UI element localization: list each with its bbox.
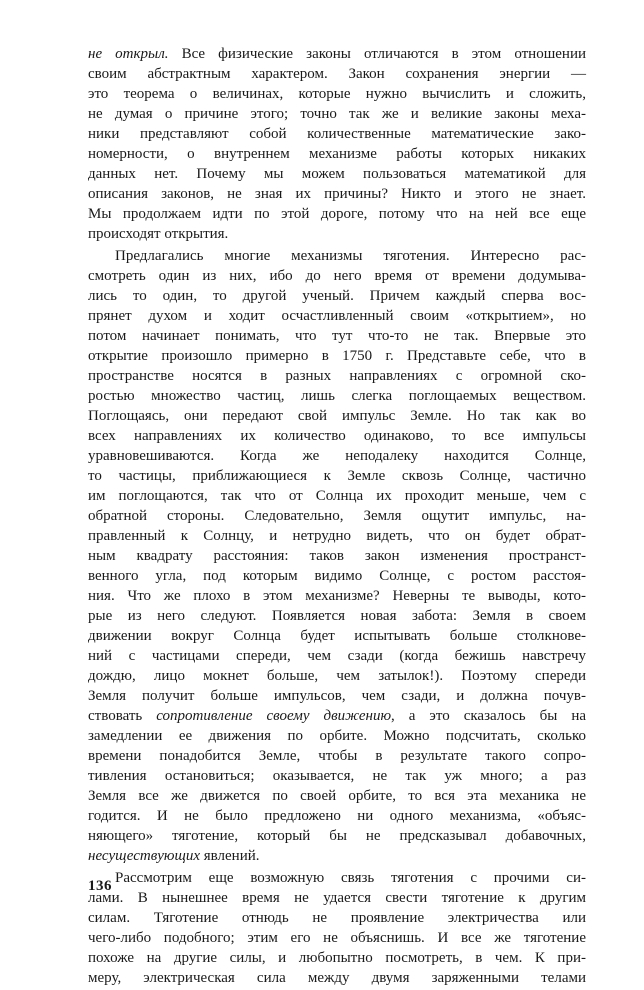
text-line: дождю, лицо мокнет больше, чем затылок!). Поэтому спереди — [88, 668, 586, 684]
text-line: рые из него следуют. Появляется новая забота: Земля в своем — [88, 608, 586, 624]
body-text — [88, 44, 586, 988]
text-line: ростью множество частиц, лишь слегка поглощаемых веществом. — [88, 388, 586, 404]
text-line: ния. Что же плохо в этом механизме? Неверны те выводы, кото- — [88, 588, 586, 604]
text-line: ствовать сопротивление своему движению, а это сказалось бы на — [88, 708, 586, 724]
text-line: происходят открытия. — [88, 226, 229, 242]
text-line: лись то один, то другой ученый. Причем каждый сперва вос- — [88, 288, 586, 304]
text-line: лами. В нынешнее время не удается свести тяготение к другим — [88, 890, 586, 906]
text-line: пространстве носятся в разных направлениях с огромной ско- — [88, 368, 586, 384]
text-line: ний с частицами спереди, чем сзади (когда бежишь навстречу — [88, 648, 586, 664]
text-line: описания законов, не зная их причины? Никто и этого не знает. — [88, 186, 586, 202]
text-line: меру, электрическая сила между двумя заряженными телами — [88, 970, 586, 986]
text-line: обратной стороны. Следовательно, Земля ощутит импульс, на- — [88, 508, 586, 524]
text-line: времени понадобится Земле, чтобы в результате такого сопро- — [88, 748, 586, 764]
text-line: своим абстрактным характером. Закон сохранения энергии — — [88, 66, 586, 82]
text-line: всех направлениях их количество одинаково, то все импульсы — [88, 428, 586, 444]
text-line: прянет духом и ходит осчастливленный своим «открытием», но — [88, 308, 586, 324]
text-line: замедлении ее движения по орбите. Можно подсчитать, сколько — [88, 728, 586, 744]
text-line: им поглощаются, так что от Солнца их проходит меньше, чем с — [88, 488, 586, 504]
paragraph-1 — [88, 44, 586, 244]
text-line: не открыл. Все физические законы отличаются в этом отношении — [88, 46, 586, 62]
text-line: смотреть один из них, ибо до него время от времени додумыва- — [88, 268, 586, 284]
text-line: ным квадрату расстояния: таков закон изменения пространст- — [88, 548, 586, 564]
text-line: уравновешиваются. Когда же неподалеку находится Солнце, — [88, 448, 586, 464]
text-line: движении вокруг Солнца будет испытывать больше столкнове- — [88, 628, 586, 644]
paragraph-2 — [88, 246, 586, 866]
text-line: ники представляют собой количественные математические зако- — [88, 126, 586, 142]
text-line: несуществующих явлений. — [88, 848, 260, 864]
text-line: потом начинает понимать, что тут что-то не так. Впервые это — [88, 328, 586, 344]
text-line: венного угла, под которым видимо Солнце, с ростом расстоя- — [88, 568, 586, 584]
text-line: чего-либо подобного; этим его не объяснишь. И все же тяготение — [88, 930, 586, 946]
text-line: это теорема о величинах, которые нужно вычислить и сложить, — [88, 86, 586, 102]
paragraph-3 — [88, 868, 586, 988]
text-line: Поглощаясь, они передают свой импульс Земле. Но так как во — [88, 408, 586, 424]
text-line: годится. И не было предложено ни одного механизма, «объяс- — [88, 808, 586, 824]
text-line: открытие произошло примерно в 1750 г. Представьте себе, что в — [88, 348, 586, 364]
text-line: похоже на другие силы, и любопытно посмотреть, в чем. К при- — [88, 950, 586, 966]
text-line: номерности, о внутреннем механизме работы которых никаких — [88, 146, 586, 162]
text-line: Земля все же движется по своей орбите, то вся эта механика не — [88, 788, 586, 804]
text-line: то частицы, приближающиеся к Земле сквозь Солнце, частично — [88, 468, 586, 484]
text-line: данных нет. Почему мы можем пользоваться математикой для — [88, 166, 586, 182]
text-line: не думая о причине этого; точно так же и великие законы меха- — [88, 106, 586, 122]
page-number: 136 — [88, 878, 112, 894]
text-line: Земля получит больше импульсов, чем сзади, и должна почув- — [88, 688, 586, 704]
text-line: Предлагались многие механизмы тяготения. Интересно рас- — [115, 248, 586, 264]
text-line: силам. Тяготение отнюдь не проявление электричества или — [88, 910, 586, 926]
text-line: тивления остановиться; оказывается, не так уж много; а раз — [88, 768, 586, 784]
text-line: Рассмотрим еще возможную связь тяготения с прочими си- — [115, 870, 586, 886]
text-line: няющего» тяготение, который бы не предсказывал добавочных, — [88, 828, 586, 844]
text-line: Мы продолжаем идти по этой дороге, потому что на ней все еще — [88, 206, 586, 222]
text-line: правленный к Солнцу, и нетрудно видеть, что он будет обрат- — [88, 528, 586, 544]
